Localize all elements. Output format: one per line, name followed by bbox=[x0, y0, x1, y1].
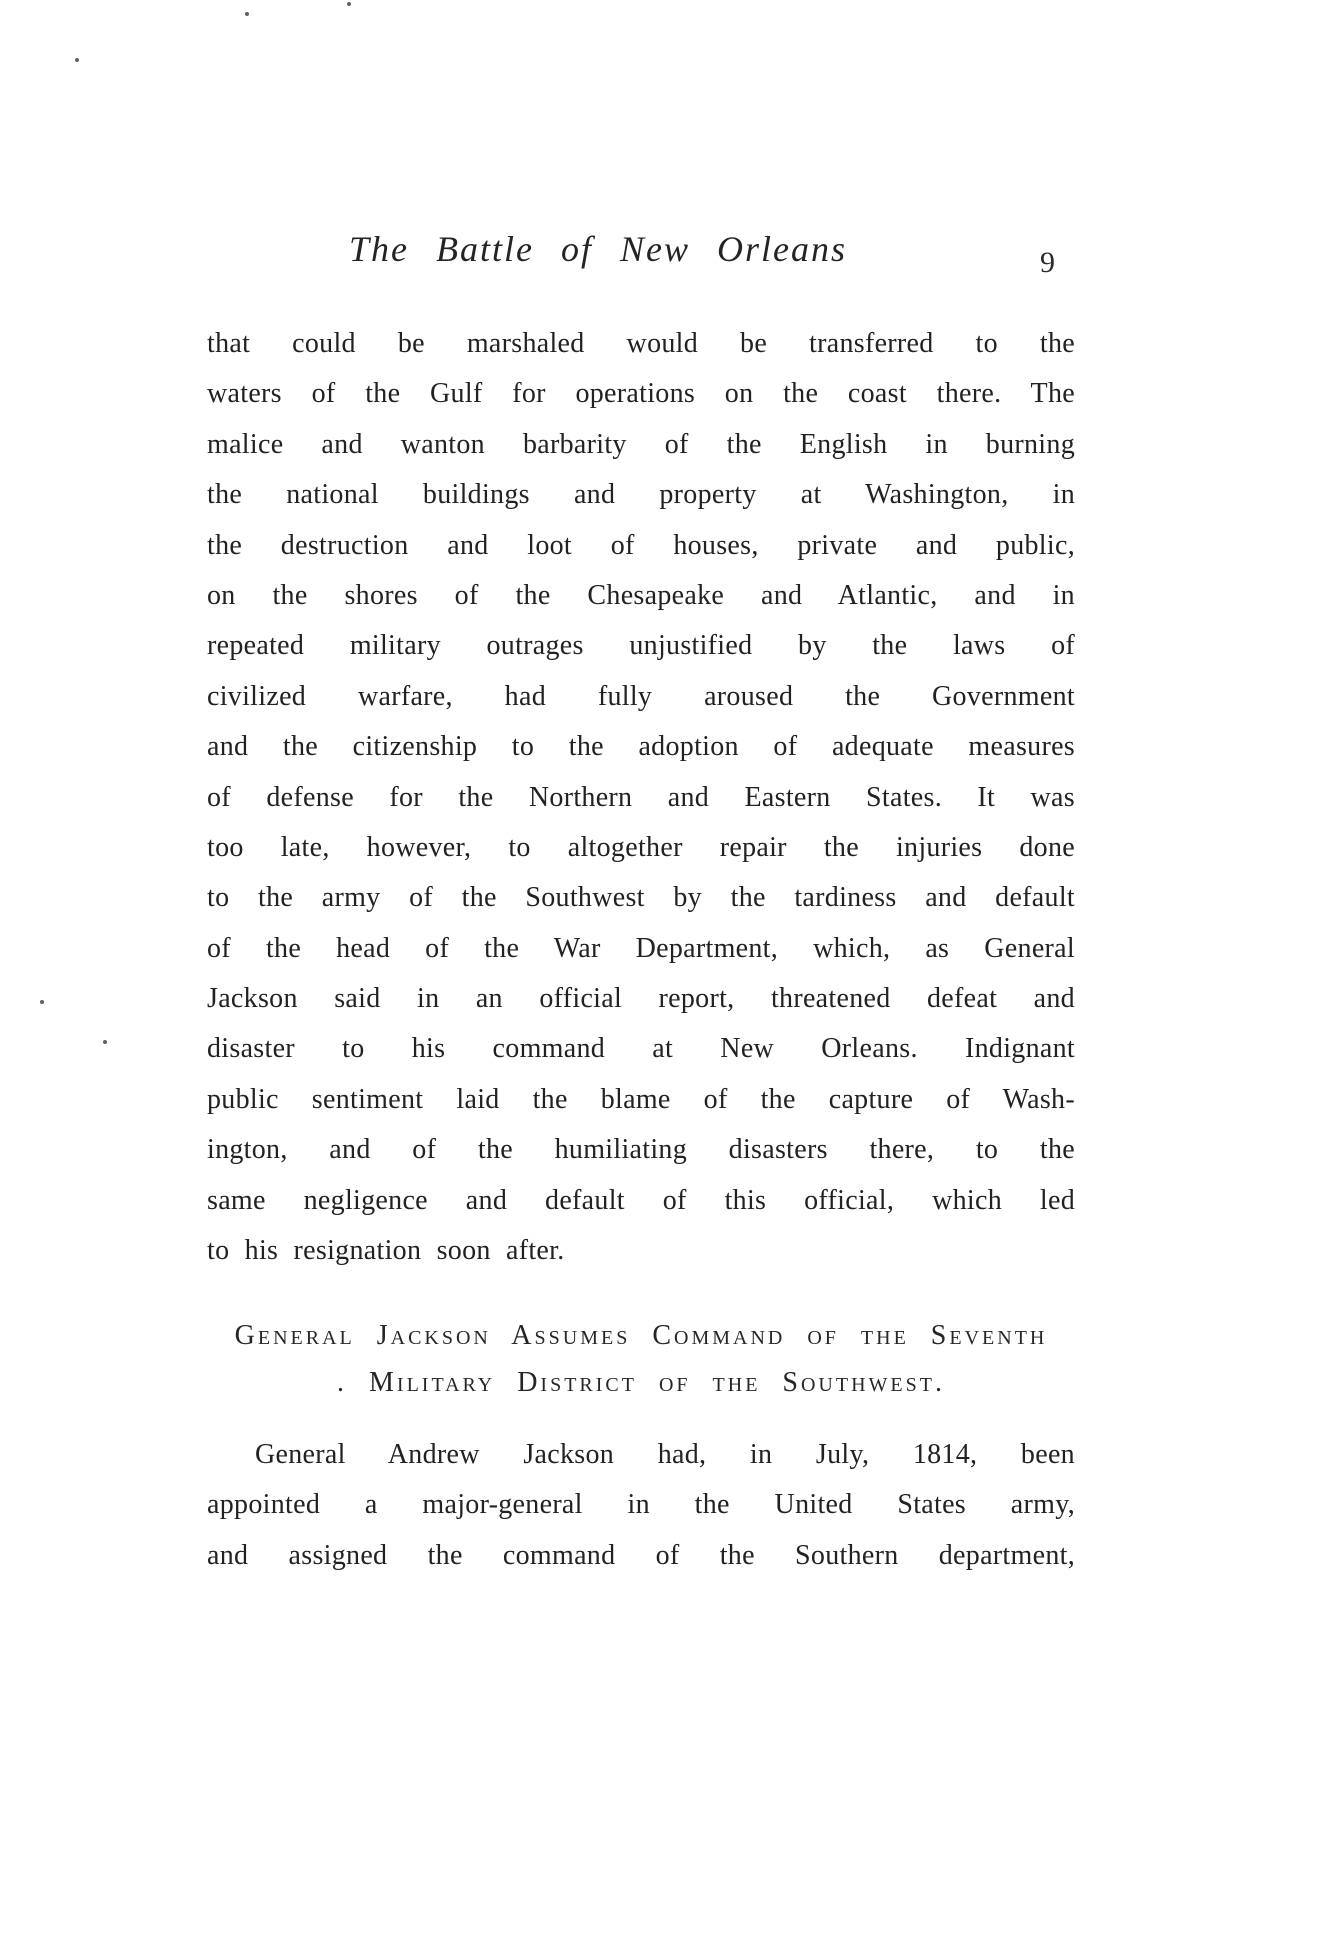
scan-speck bbox=[245, 12, 249, 16]
scan-speck bbox=[40, 1000, 44, 1004]
text-line: Jackson said in an official report, threatened defeat and bbox=[207, 983, 1075, 1015]
page-number: 9 bbox=[1040, 246, 1055, 279]
text-line: malice and wanton barbarity of the English in burning bbox=[207, 428, 1075, 460]
text-line: of defense for the Northern and Eastern States. It was bbox=[207, 781, 1075, 813]
text-line: appointed a major-general in the United States army, bbox=[207, 1489, 1075, 1521]
section-heading-line-1: General Jackson Assumes Command of the Seventh bbox=[234, 1320, 1048, 1351]
text-line: disaster to his command at New Orleans. Indignant bbox=[207, 1033, 1075, 1065]
running-header-title: The Battle of New Orleans bbox=[349, 229, 847, 269]
text-line: General Andrew Jackson had, in July, 1814, been bbox=[255, 1439, 1075, 1470]
text-line: same negligence and default of this official, which led bbox=[207, 1184, 1075, 1216]
text-line: waters of the Gulf for operations on the coast there. The bbox=[207, 378, 1075, 410]
body-paragraph-1 bbox=[207, 319, 1075, 1276]
scan-speck bbox=[347, 2, 351, 6]
text-line: and assigned the command of the Southern department, bbox=[207, 1539, 1075, 1571]
text-line: of the head of the War Department, which, as General bbox=[207, 932, 1075, 964]
section-heading-line-2: . Military District of the Southwest. bbox=[337, 1367, 945, 1398]
text-line: the destruction and loot of houses, private and public, bbox=[207, 529, 1075, 561]
text-line: and the citizenship to the adoption of adequate measures bbox=[207, 731, 1075, 763]
text-line: that could be marshaled would be transferred to the bbox=[207, 328, 1075, 359]
scan-speck bbox=[75, 58, 79, 62]
scan-speck bbox=[103, 1040, 107, 1044]
text-line: ington, and of the humiliating disasters there, to the bbox=[207, 1134, 1075, 1166]
text-line: repeated military outrages unjustified by the laws of bbox=[207, 630, 1075, 662]
body-paragraph-2 bbox=[207, 1430, 1075, 1581]
text-line: to the army of the Southwest by the tardiness and default bbox=[207, 882, 1075, 914]
text-line: the national buildings and property at Washington, in bbox=[207, 479, 1075, 511]
text-line: to his resignation soon after. bbox=[207, 1235, 565, 1267]
text-line: on the shores of the Chesapeake and Atlantic, and in bbox=[207, 579, 1075, 611]
text-line: too late, however, to altogether repair the injuries done bbox=[207, 831, 1075, 863]
text-line: civilized warfare, had fully aroused the Government bbox=[207, 680, 1075, 712]
text-line: public sentiment laid the blame of the capture of Wash- bbox=[207, 1083, 1075, 1115]
section-heading bbox=[207, 1312, 1075, 1406]
